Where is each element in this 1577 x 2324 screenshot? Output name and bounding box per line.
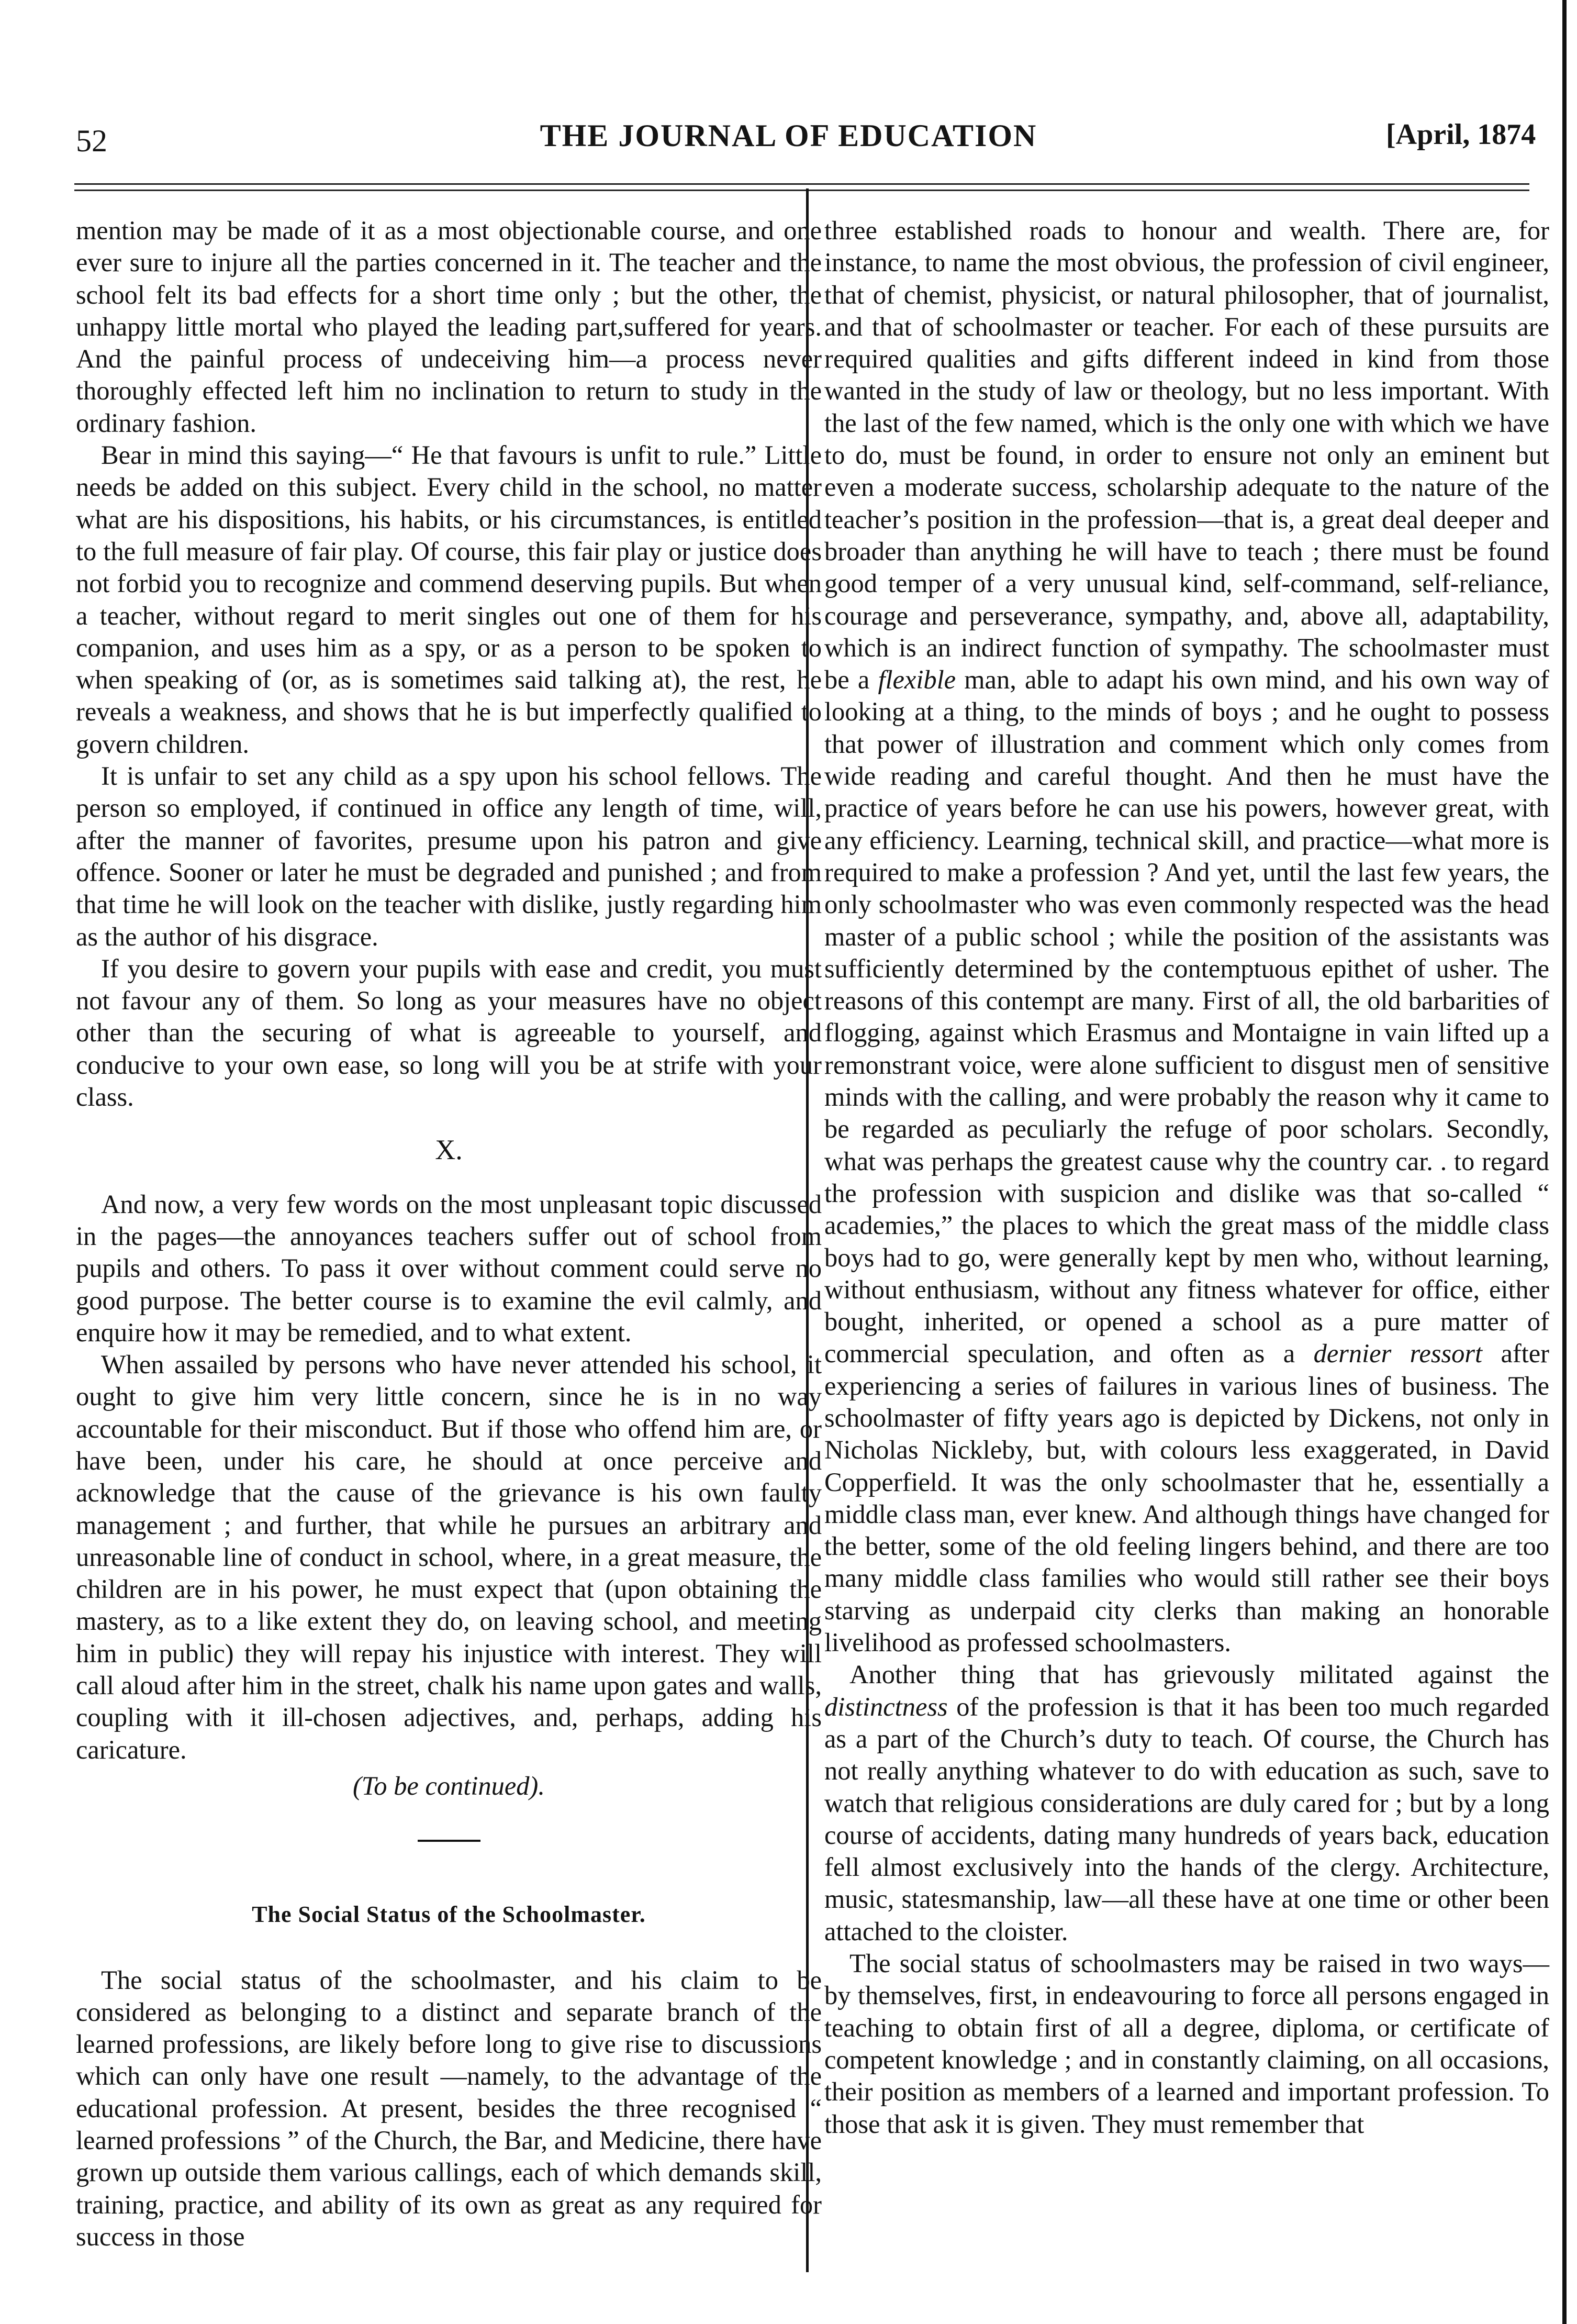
paragraph: [824, 215, 1549, 1659]
section-number: X.: [435, 1134, 463, 1166]
section-rule: [418, 1840, 480, 1842]
italic-text: flexible: [878, 665, 956, 695]
issue-date: [April, 1874: [1386, 118, 1536, 151]
paragraph: And now, a very few words on the most unpleasant topic discussed in the pages—the annoyances teachers suffer out of school from pupils and others. To pass it over without comment could serve no good purpose. The better course is to examine the evil calmly, and enquire how it may be remedied, and to what extent.: [76, 1189, 822, 1347]
right-column: [824, 215, 1549, 2140]
paragraph: [824, 1659, 1549, 1948]
paragraph: mention may be made of it as a most objectionable course, and one ever sure to injure all the parties concerned in it. The teacher and the school felt its bad effects for a short time only ; but the other, the unhappy little mortal who played the leading part,suffered for years. And the painful process of undeceiving him—a process never thoroughly effected left him no inclination to return to study in the ordinary fashion.: [76, 216, 822, 438]
paragraph: If you desire to govern your pupils with ease and credit, you must not favour any of them. So long as your measures have no object other than the securing of what is agreeable to yourself, and conducive to your own ease, so long will you be at strife with your class.: [76, 953, 822, 1112]
paragraph: The social status of schoolmasters may be raised in two ways—by themselves, first, in endeavouring to force all persons engaged in teaching to obtain first of all a degree, diploma, or certificate of competent knowledge ; and in constantly claiming, on all occasions, their position as members of a learned and important profession. To those that ask it is given. They must remember that: [824, 1949, 1549, 2139]
page-header: [0, 113, 1577, 170]
left-column: [76, 215, 822, 2253]
italic-text: dernier ressort: [1313, 1339, 1483, 1369]
header-rule-bottom: [74, 190, 1529, 191]
text-run: three established roads to honour and wealth. There are, for instance, to name the most obvious, the profession of civil engineer, that of chemist, physicist, or natural philosopher, that of journalist, and that of schoolmaster or teacher. For each of these pursuits are required qualities and gifts different indeed in kind from those wanted in the study of law or theology, but no less important. With the last of the few named, which is the only one with which we have to do, must be found, in order to ensure not only an eminent but even a moderate success, scholarship adequate to the nature of the teacher’s position in the profession—that is, a great deal deeper and broader than anything he will have to teach ; there must be found good temper of a very unusual kind, self-command, self-reliance, courage and perseverance, sympathy, and, above all, adaptability, which is an indirect function of sympathy. The schoolmaster must be a: [824, 216, 1549, 695]
article-title: The Social Status of the Schoolmaster.: [252, 1902, 646, 1928]
page-number: 52: [76, 124, 107, 158]
to-be-continued-note: (To be continued).: [352, 1771, 545, 1800]
text-run: after experiencing a series of failures in various lines of business. The schoolmaster of fifty years ago is depicted by Dickens, not only in Nicholas Nickleby, but, with colours less exaggerated, in David Copperfield. It was the only schoolmaster that he, essentially a middle class man, ever knew. And although things have changed for the better, some of the old feeling lingers behind, and there are too many middle class families who would still rather see their boys starving as underpaid city clerks than making an honorable livelihood as professed schoolmasters.: [824, 1339, 1549, 1658]
text-run: Another thing that has grievously militated against the: [849, 1660, 1549, 1689]
text-run: man, able to adapt his own mind, and his own way of looking at a thing, to the minds of boys ; and he ought to possess that power of illustration and comment which only comes from wide reading and careful thought. And then he must have the practice of years before he can use his powers, however great, with any efficiency. Learning, technical skill, and practice—what more is required to make a profession ? And yet, until the last few years, the only schoolmaster who was even commonly respected was the head master of a public school ; while the position of the assistants was sufficiently determined by the contemptuous epithet of usher. The reasons of this contempt are many. First of all, the old barbarities of flogging, against which Erasmus and Montaigne in vain lifted up a remonstrant voice, were alone sufficient to disgust men of sensitive minds with the calling, and were probably the reason why it came to be regarded as peculiarly the refuge of poor scholars. Secondly, what was perhaps the greatest cause why the country car. . to regard the profession with suspicion and dislike was that so-called “ academies,” the places to which the great mass of the middle class boys had to go, were generally kept by men who, without learning, without enthusiasm, without any fitness whatever for office, either bought, inherited, or opened a school as a pure matter of commercial speculation, and often as a: [824, 665, 1549, 1369]
header-rule-top: [74, 183, 1529, 185]
journal-title: THE JOURNAL OF EDUCATION: [540, 118, 1037, 153]
paragraph: When assailed by persons who have never attended his school, it ought to give him very little concern, since he is in no way accountable for their misconduct. But if those who offend him are, or have been, under his care, he should at once perceive and acknowledge that the cause of the grievance is his own faulty management ; and further, that while he pursues an arbitrary and unreasonable line of conduct in school, where, in a great measure, the children are in his power, he must expect that (upon obtaining the mastery, as to a like extent they do, on leaving school, and meeting him in public) they will repay his injustice with interest. They will call aloud after him in the street, chalk his name upon gates and walls, coupling with it ill-chosen adjectives, and, perhaps, adding his caricature.: [76, 1350, 822, 1764]
page-edge: [1562, 0, 1567, 2324]
italic-text: distinctness: [824, 1692, 948, 1721]
paragraph: Bear in mind this saying—“ He that favours is unfit to rule.” Little needs be added on this subject. Every child in the school, no matter what are his dispositions, his habits, or his circumstances, is entitled to the full measure of fair play. Of course, this fair play or justice does not forbid you to recognize and commend deserving pupils. But when a teacher, without regard to merit singles out one of them for his companion, and uses him as a spy, or as a person to be spoken to when speaking of (or, as is sometimes said talking at), the rest, he reveals a weakness, and shows that he is but imperfectly qualified to govern children.: [76, 440, 822, 759]
text-run: of the profession is that it has been too much regarded as a part of the Church’s duty to teach. Of course, the Church has not really anything whatever to do with education as such, save to watch that religious considerations are duly cared for ; but by a long course of accidents, dating many hundreds of years back, education fell almost exclusively into the hands of the clergy. Architecture, music, statesmanship, law—all these have at one time or other been attached to the cloister.: [824, 1692, 1549, 1946]
paragraph: The social status of the schoolmaster, and his claim to be considered as belonging to a distinct and separate branch of the learned professions, are likely before long to give rise to discussions which can only have one result —namely, to the advantage of the educational profession. At present, besides the three recognised “ learned professions ” of the Church, the Bar, and Medicine, there have grown up outside them various callings, each of which demands skill, training, practice, and ability of its own as great as any required for success in those: [76, 1965, 822, 2251]
paragraph: It is unfair to set any child as a spy upon his school fellows. The person so employed, if continued in office any length of time, will, after the manner of favorites, presume upon his patron and give offence. Sooner or later he must be degraded and punished ; and from that time he will look on the teacher with dislike, justly regarding him as the author of his disgrace.: [76, 761, 822, 951]
